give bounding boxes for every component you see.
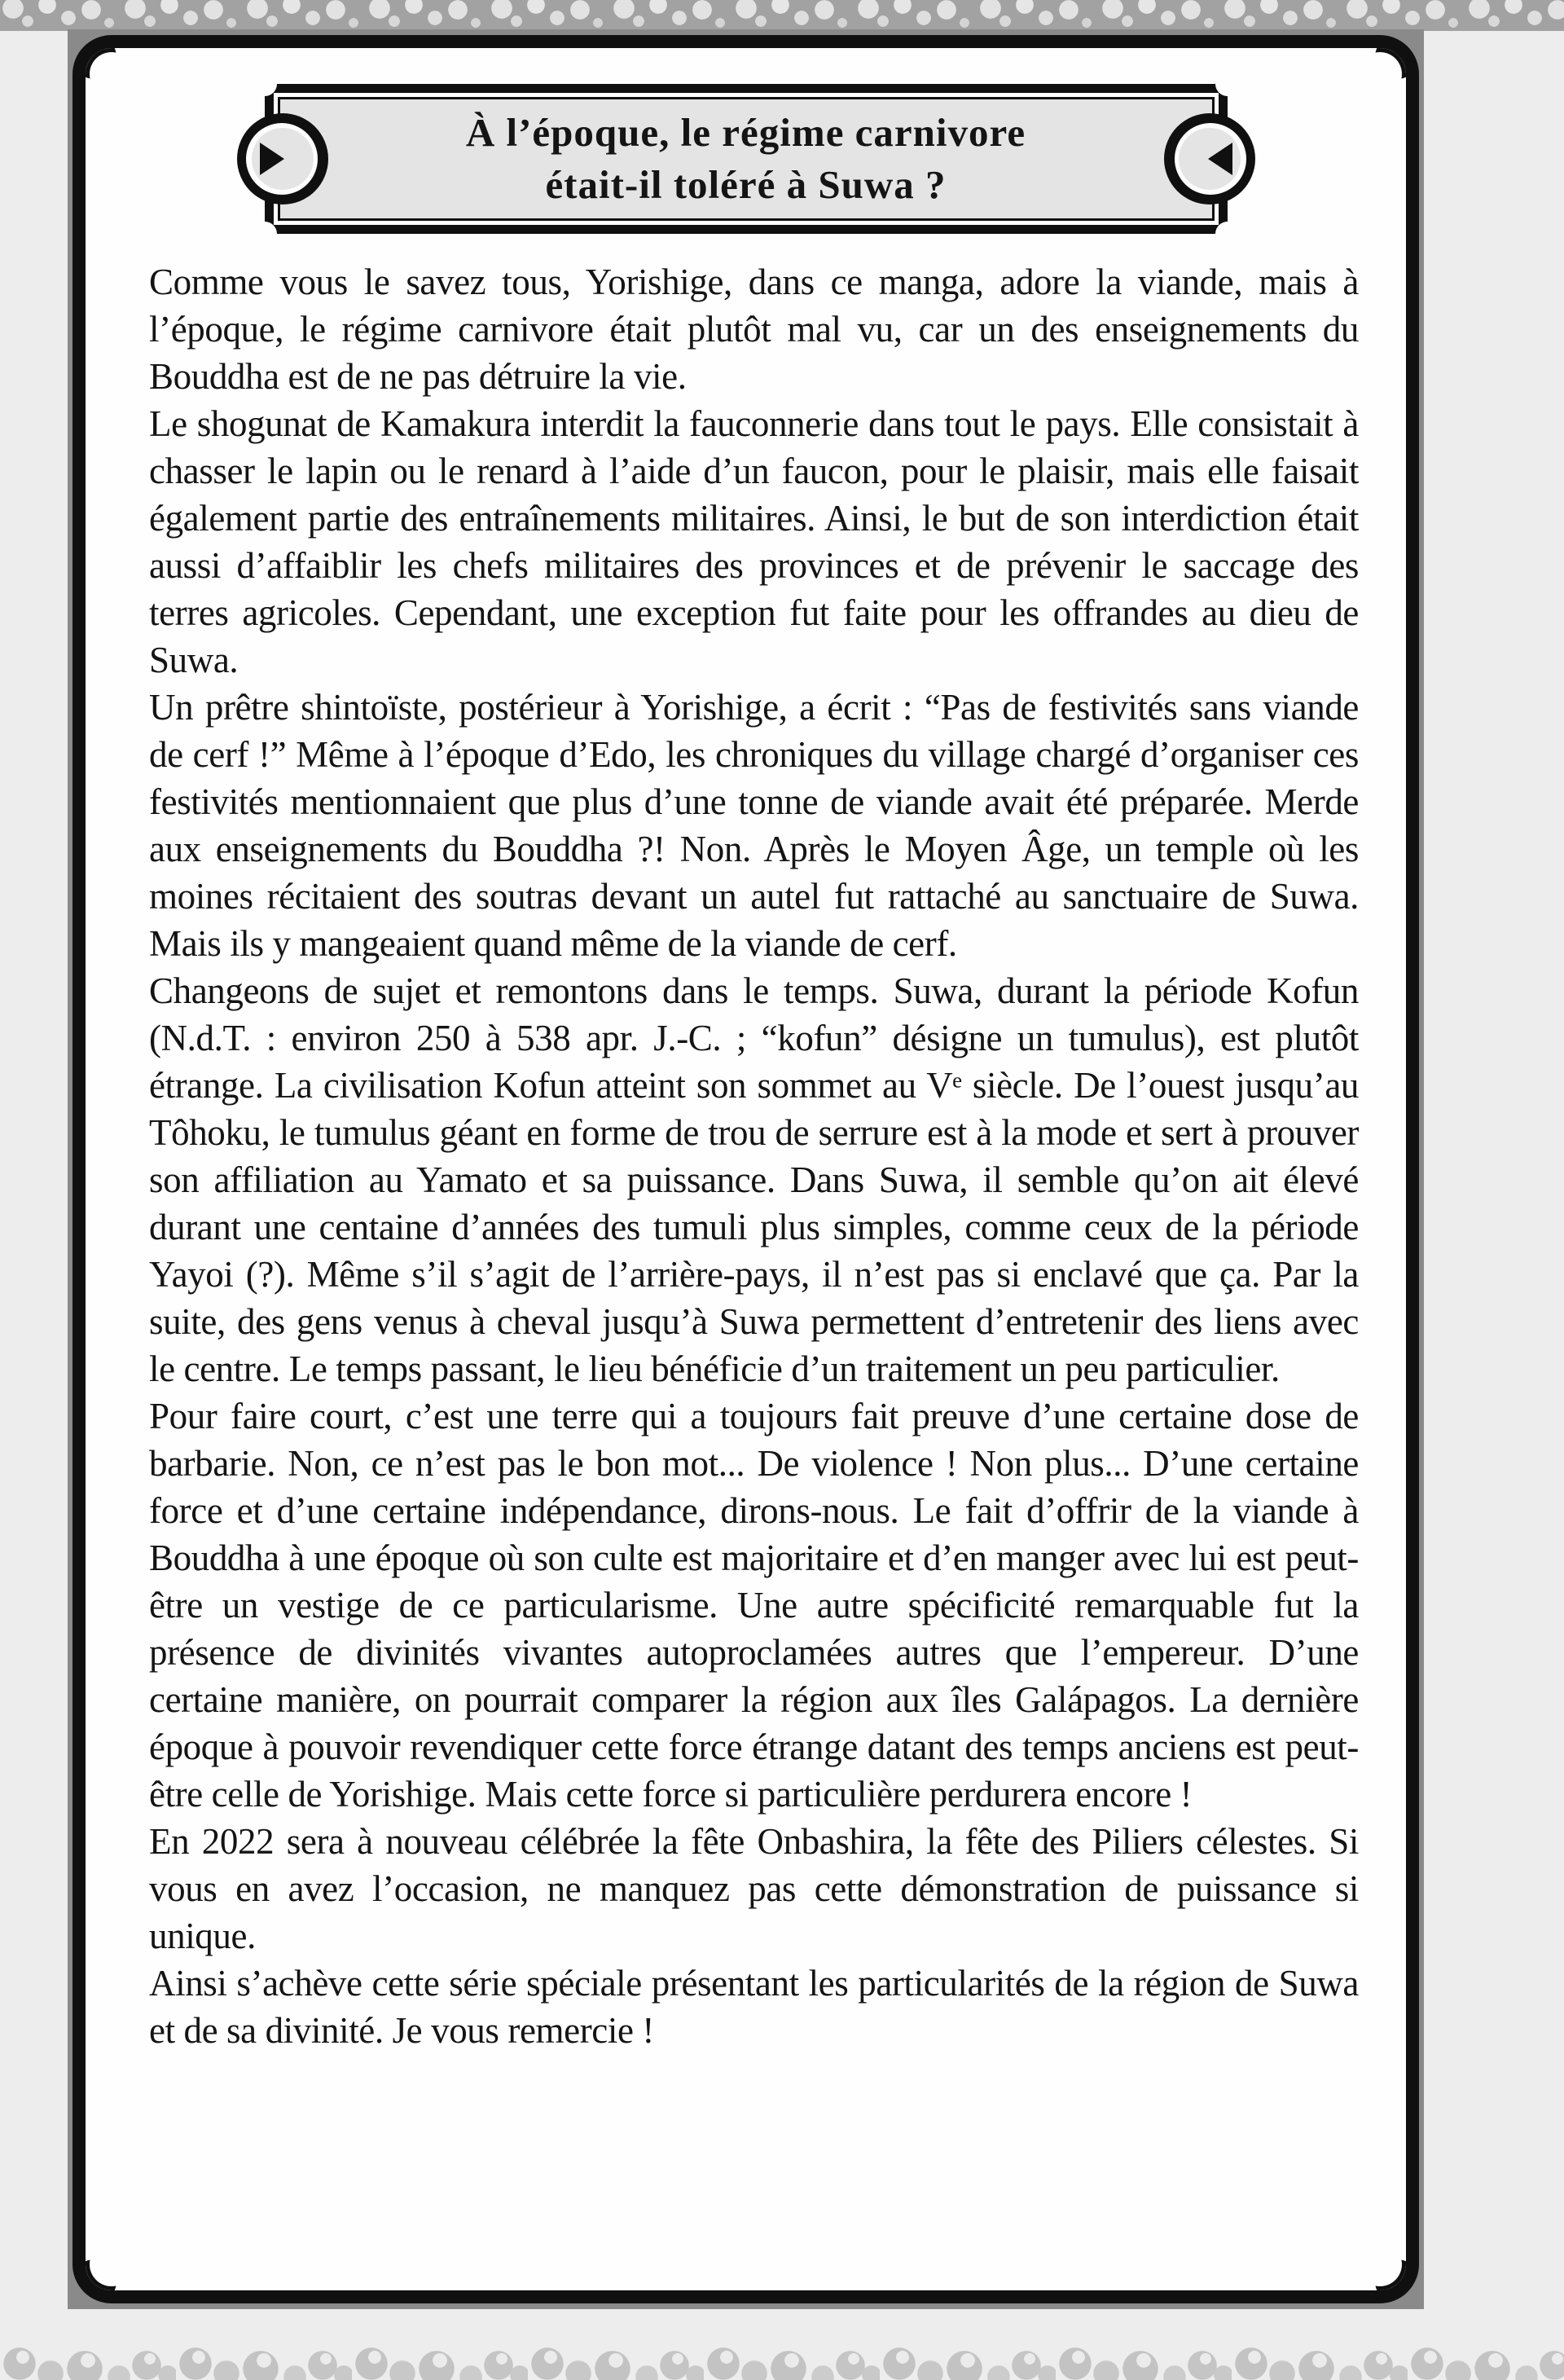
paragraph: Un prêtre shintoïste, postérieur à Yorishige, a écrit : “Pas de festivités sans viande de cerf !” Même à l’époque d’Edo, les chroniques du village chargé d’organiser ces festivités mentionnaient que plus d’une tonne de viande avait été préparée. Merde aux enseignements du Bouddha ?! Non. Après le Moyen Âge, un temple où les moines récitaient des soutras devant un autel fut rattaché au sanctuaire de Suwa. Mais ils y mangeaient quand même de la viande de cerf. (149, 687, 1359, 964)
corner-flourish-icon (1357, 45, 1409, 97)
page-title (265, 84, 1228, 234)
frame-shadow (68, 29, 1424, 2309)
paragraph: Comme vous le savez tous, Yorishige, dans ce manga, adore la viande, mais à l’époque, le régime carnivore était plutôt mal vu, car un des enseignements du Bouddha est de ne pas détruire la vie. (149, 262, 1359, 397)
corner-flourish-icon (82, 45, 134, 97)
paragraph: En 2022 sera à nouveau célébrée la fête Onbashira, la fête des Piliers célestes. Si vous en avez l’occasion, ne manquez pas cette démonstration de puissance si unique. (149, 1821, 1359, 1956)
paragraph: Changeons de sujet et remontons dans le temps. Suwa, durant la période Kofun (N.d.T. : environ 250 à 538 apr. J.-C. ; “kofun” désigne un tumulus), est plutôt étrange. La civilisation Kofun atteint son sommet au Vᵉ siècle. De l’ouest jusqu’au Tôhoku, le tumulus géant en forme de trou de serrure est à la mode et sert à prouver son affiliation au Yamato et sa puissance. Dans Suwa, il semble qu’on ait élevé durant une centaine d’années des tumuli plus simples, comme ceux de la période Yayoi (?). Même s’il s’agit de l’arrière-pays, il n’est pas si enclavé que ça. Par la suite, des gens venus à cheval jusqu’à Suwa permettent d’entretenir des liens avec le centre. Le temps passant, le lieu bénéficie d’un traitement un peu particulier. (149, 970, 1359, 1389)
paragraph: Ainsi s’achève cette série spéciale présentant les particularités de la région de Suwa et de sa divinité. Je vous remercie ! (149, 1963, 1359, 2051)
paragraph: Le shogunat de Kamakura interdit la fauconnerie dans tout le pays. Elle consistait à chasser le lapin ou le renard à l’aide d’un faucon, pour le plaisir, mais elle faisait également partie des entraînements militaires. Ainsi, le but de son interdiction était aussi d’affaiblir les chefs militaires des provinces et de prévenir le saccage des terres agricoles. Cependant, une exception fut faite pour les offrandes au dieu de Suwa. (149, 403, 1359, 680)
corner-flourish-icon (1357, 2241, 1409, 2294)
corner-flourish-icon (82, 2241, 134, 2294)
title-line-2: était-il toléré à Suwa ? (545, 162, 947, 207)
top-cloud-ornament-band (0, 0, 1564, 31)
body-text (86, 234, 1406, 2054)
bottom-cloud-ornament-band (0, 2316, 1564, 2380)
title-line-1: À l’époque, le régime carnivore (465, 110, 1026, 155)
paragraph: Pour faire court, c’est une terre qui a toujours fait preuve d’une certaine dose de barbarie. Non, ce n’est pas le bon mot... De violence ! Non plus... D’une certaine force et d’une certaine indépendance, dirons-nous. Le fait d’offrir de la viande à Bouddha à une époque où son culte est majoritaire et d’en manger avec lui est peut-être un vestige de ce particularisme. Une autre spécificité remarquable fut la présence de divinités vivantes autoproclamées autres que l’empereur. D’une certaine manière, on pourrait comparer la région aux îles Galápagos. La dernière époque à pouvoir revendiquer cette force étrange datant des temps anciens est peut-être celle de Yorishige. Mais cette force si particulière perdurera encore ! (149, 1396, 1359, 1815)
title-plate (265, 84, 1228, 234)
page-frame (72, 35, 1419, 2303)
